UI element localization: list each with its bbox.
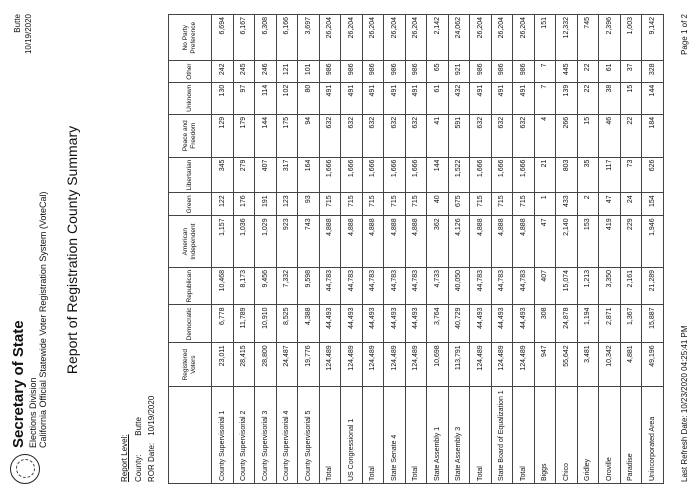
table-cell: 986: [513, 61, 535, 82]
table-cell: 6,166: [276, 15, 298, 61]
table-cell: 184: [642, 114, 664, 157]
column-header: Libertarian: [169, 157, 212, 193]
last-refresh: Last Refresh Date: 10/23/2020 04:25:41 PM: [680, 325, 689, 482]
table-cell: 40: [427, 193, 449, 216]
table-cell: 164: [298, 157, 320, 193]
table-cell: 1,522: [448, 157, 470, 193]
table-cell: 1,367: [620, 305, 642, 343]
report-level: [120, 434, 129, 482]
table-row: [427, 15, 449, 484]
table-cell: 124,489: [341, 343, 363, 387]
column-header: Registered Voters: [169, 343, 212, 387]
column-header: Unknown: [169, 82, 212, 114]
table-cell: 61: [599, 61, 621, 82]
table-cell: 23,011: [212, 343, 234, 387]
table-cell: 3,350: [599, 267, 621, 305]
table-cell: 117: [599, 157, 621, 193]
table-cell: 179: [233, 114, 255, 157]
table-cell: 328: [642, 61, 664, 82]
column-header: Republican: [169, 267, 212, 305]
table-cell: 24,878: [556, 305, 578, 343]
table-cell: 923: [276, 216, 298, 268]
table-cell: 345: [212, 157, 234, 193]
table-cell: 21: [534, 157, 556, 193]
row-label: Total: [362, 387, 384, 484]
table-cell: 144: [427, 157, 449, 193]
table-cell: 3,697: [298, 15, 320, 61]
table-cell: 44,493: [362, 305, 384, 343]
table-cell: 432: [448, 82, 470, 114]
table-cell: 11,789: [233, 305, 255, 343]
table-cell: 715: [405, 193, 427, 216]
table-cell: 407: [534, 267, 556, 305]
table-cell: 419: [599, 216, 621, 268]
table-cell: 44,783: [319, 267, 341, 305]
table-cell: 743: [298, 216, 320, 268]
table-row: [276, 15, 298, 484]
table-cell: 124,489: [491, 343, 513, 387]
column-header: Other: [169, 61, 212, 82]
row-label: Biggs: [534, 387, 556, 484]
table-row: [642, 15, 664, 484]
table-cell: 121: [276, 61, 298, 82]
page-number: Page 1 of 2: [680, 14, 689, 55]
table-cell: 4,881: [620, 343, 642, 387]
table-row: [233, 15, 255, 484]
row-label: State Assembly 3: [448, 387, 470, 484]
table-row: [212, 15, 234, 484]
table-cell: 26,204: [491, 15, 513, 61]
table-cell: 1,213: [577, 267, 599, 305]
table-cell: 1,157: [212, 216, 234, 268]
row-label: County Supervisorial 1: [212, 387, 234, 484]
table-cell: 362: [427, 216, 449, 268]
table-cell: 47: [599, 193, 621, 216]
table-cell: 632: [362, 114, 384, 157]
row-label: State Assembly 1: [427, 387, 449, 484]
row-label: Gridley: [577, 387, 599, 484]
table-cell: 26,204: [513, 15, 535, 61]
table-cell: 44,493: [384, 305, 406, 343]
table-header-row: [169, 15, 212, 484]
table-cell: 745: [577, 15, 599, 61]
table-cell: 3,764: [427, 305, 449, 343]
row-label: State Senate 4: [384, 387, 406, 484]
table-cell: 124,489: [384, 343, 406, 387]
table-cell: 986: [405, 61, 427, 82]
row-label: Total: [513, 387, 535, 484]
table-cell: 2,140: [556, 216, 578, 268]
row-label: Paradise: [620, 387, 642, 484]
table-cell: 10,468: [212, 267, 234, 305]
table-cell: 491: [384, 82, 406, 114]
table-cell: 986: [491, 61, 513, 82]
table-cell: 21,289: [642, 267, 664, 305]
column-header: Peace and Freedom: [169, 114, 212, 157]
table-cell: 491: [319, 82, 341, 114]
table-cell: 26,204: [341, 15, 363, 61]
table-cell: 632: [319, 114, 341, 157]
table-cell: 491: [405, 82, 427, 114]
header-county-date: [12, 14, 34, 54]
table-cell: 266: [556, 114, 578, 157]
table-cell: 3,481: [577, 343, 599, 387]
table-cell: 37: [620, 61, 642, 82]
report-level-label: Report Level:: [120, 434, 129, 482]
table-row: [513, 15, 535, 484]
table-cell: 151: [534, 15, 556, 61]
table-cell: 44,783: [470, 267, 492, 305]
table-cell: 94: [298, 114, 320, 157]
table-cell: 55,642: [556, 343, 578, 387]
table-cell: 44,783: [491, 267, 513, 305]
table-cell: 44,493: [405, 305, 427, 343]
ror-date-value: 10/19/2020: [147, 395, 156, 436]
table-cell: 433: [556, 193, 578, 216]
table-cell: 308: [534, 305, 556, 343]
table-cell: 6,167: [233, 15, 255, 61]
table-cell: 10,698: [427, 343, 449, 387]
table-cell: 6,308: [255, 15, 277, 61]
table-cell: 6,778: [212, 305, 234, 343]
table-cell: 1,666: [384, 157, 406, 193]
table-row: [384, 15, 406, 484]
table-cell: 491: [513, 82, 535, 114]
table-cell: 4,888: [319, 216, 341, 268]
table-row: [620, 15, 642, 484]
table-cell: 12,332: [556, 15, 578, 61]
table-cell: 4: [534, 114, 556, 157]
table-cell: 154: [642, 193, 664, 216]
header-date: 10/19/2020: [24, 14, 33, 55]
table-cell: 4,126: [448, 216, 470, 268]
table-cell: 632: [491, 114, 513, 157]
column-header: [169, 387, 212, 484]
table-cell: 153: [577, 216, 599, 268]
row-label: County Supervisorial 5: [298, 387, 320, 484]
table-cell: 26,204: [470, 15, 492, 61]
table-cell: 124,489: [319, 343, 341, 387]
table-cell: 44,783: [513, 267, 535, 305]
table-cell: 73: [620, 157, 642, 193]
table-cell: 4,888: [491, 216, 513, 268]
table-row: [362, 15, 384, 484]
table-cell: 40,729: [448, 305, 470, 343]
table-cell: 93: [298, 193, 320, 216]
table-cell: 2,142: [427, 15, 449, 61]
table-cell: 2,396: [599, 15, 621, 61]
table-cell: 7,332: [276, 267, 298, 305]
table-cell: 632: [470, 114, 492, 157]
table-cell: 191: [255, 193, 277, 216]
table-cell: 175: [276, 114, 298, 157]
table-cell: 124,489: [470, 343, 492, 387]
table-cell: 80: [298, 82, 320, 114]
row-label: Chico: [556, 387, 578, 484]
table-cell: 986: [384, 61, 406, 82]
row-label: County Supervisorial 2: [233, 387, 255, 484]
row-label: Total: [319, 387, 341, 484]
table-row: [255, 15, 277, 484]
table-cell: 4,888: [513, 216, 535, 268]
table-cell: 22: [620, 114, 642, 157]
table-cell: 2: [577, 193, 599, 216]
table-cell: 245: [233, 61, 255, 82]
table-row: [341, 15, 363, 484]
table-cell: 124,489: [513, 343, 535, 387]
table-cell: 986: [362, 61, 384, 82]
table-cell: 1,036: [233, 216, 255, 268]
table-row: [405, 15, 427, 484]
table-cell: 19,776: [298, 343, 320, 387]
table-cell: 97: [233, 82, 255, 114]
table-cell: 176: [233, 193, 255, 216]
row-label: State Board of Equalization 1: [491, 387, 513, 484]
table-cell: 986: [319, 61, 341, 82]
table-cell: 15: [577, 114, 599, 157]
table-cell: 65: [427, 61, 449, 82]
row-label: Total: [405, 387, 427, 484]
table-cell: 15,074: [556, 267, 578, 305]
table-cell: 24,062: [448, 15, 470, 61]
row-label: US Congressional 1: [341, 387, 363, 484]
table-cell: 40,050: [448, 267, 470, 305]
table-cell: 44,783: [384, 267, 406, 305]
table-cell: 1,946: [642, 216, 664, 268]
table-cell: 26,204: [319, 15, 341, 61]
table-cell: 47: [534, 216, 556, 268]
table-cell: 279: [233, 157, 255, 193]
table-cell: 144: [255, 114, 277, 157]
table-cell: 1,666: [513, 157, 535, 193]
column-header: American Independent: [169, 216, 212, 268]
row-label: County Supervisorial 3: [255, 387, 277, 484]
table-row: [448, 15, 470, 484]
table-cell: 102: [276, 82, 298, 114]
table-cell: 1,666: [341, 157, 363, 193]
table-cell: 632: [513, 114, 535, 157]
table-cell: 1: [534, 193, 556, 216]
system-name: California Official Statewide Voter Registration System (VoteCal): [38, 191, 48, 448]
table-cell: 803: [556, 157, 578, 193]
table-cell: 26,204: [362, 15, 384, 61]
state-seal-icon: [10, 454, 40, 484]
table-cell: 242: [212, 61, 234, 82]
table-cell: 24,487: [276, 343, 298, 387]
table-cell: 129: [212, 114, 234, 157]
table-row: [470, 15, 492, 484]
report-title: Report of Registration County Summary: [64, 125, 80, 375]
table-cell: 715: [319, 193, 341, 216]
table-cell: 591: [448, 114, 470, 157]
table-cell: 986: [341, 61, 363, 82]
table-cell: 445: [556, 61, 578, 82]
agency-name: Secretary of State: [10, 320, 27, 448]
table-cell: 229: [620, 216, 642, 268]
table-cell: 6,694: [212, 15, 234, 61]
row-label: County Supervisorial 4: [276, 387, 298, 484]
table-cell: 41: [427, 114, 449, 157]
table-cell: 4,888: [362, 216, 384, 268]
header-county: Butte: [13, 14, 22, 33]
table-row: [599, 15, 621, 484]
table-cell: 715: [491, 193, 513, 216]
table-cell: 491: [491, 82, 513, 114]
table-cell: 44,783: [341, 267, 363, 305]
row-label: Oroville: [599, 387, 621, 484]
column-header: No Party Preference: [169, 15, 212, 61]
table-cell: 2,161: [620, 267, 642, 305]
table-cell: 46: [599, 114, 621, 157]
table-cell: 7: [534, 82, 556, 114]
table-cell: 44,783: [405, 267, 427, 305]
table-cell: 7: [534, 61, 556, 82]
table-cell: 124,489: [405, 343, 427, 387]
table-cell: 130: [212, 82, 234, 114]
table-cell: 44,493: [341, 305, 363, 343]
table-cell: 715: [470, 193, 492, 216]
table-cell: 1,666: [362, 157, 384, 193]
table-cell: 317: [276, 157, 298, 193]
table-cell: 1,194: [577, 305, 599, 343]
table-cell: 26,204: [405, 15, 427, 61]
ror-date-label: ROR Date:: [147, 442, 156, 482]
table-cell: 4,888: [405, 216, 427, 268]
table-cell: 4,888: [470, 216, 492, 268]
registration-table: [168, 14, 664, 484]
table-cell: 626: [642, 157, 664, 193]
table-cell: 407: [255, 157, 277, 193]
table-cell: 1,666: [319, 157, 341, 193]
table-cell: 715: [384, 193, 406, 216]
table-cell: 246: [255, 61, 277, 82]
table-cell: 10,342: [599, 343, 621, 387]
table-cell: 1,003: [620, 15, 642, 61]
column-header: Green: [169, 193, 212, 216]
table-cell: 22: [577, 82, 599, 114]
row-label: Total: [470, 387, 492, 484]
table-body: [212, 15, 664, 484]
table-cell: 1,029: [255, 216, 277, 268]
table-cell: 44,493: [470, 305, 492, 343]
table-cell: 26,204: [384, 15, 406, 61]
table-cell: 491: [341, 82, 363, 114]
table-cell: 35: [577, 157, 599, 193]
table-cell: 61: [427, 82, 449, 114]
table-cell: 2,871: [599, 305, 621, 343]
table-cell: 491: [362, 82, 384, 114]
table-cell: 44,783: [362, 267, 384, 305]
table-cell: 123: [276, 193, 298, 216]
table-cell: 15,887: [642, 305, 664, 343]
table-cell: 28,800: [255, 343, 277, 387]
table-cell: 28,415: [233, 343, 255, 387]
table-cell: 113,791: [448, 343, 470, 387]
table-row: [556, 15, 578, 484]
table-cell: 4,388: [298, 305, 320, 343]
table-cell: 9,142: [642, 15, 664, 61]
table-cell: 122: [212, 193, 234, 216]
table-cell: 124,489: [362, 343, 384, 387]
table-cell: 632: [405, 114, 427, 157]
table-cell: 4,733: [427, 267, 449, 305]
table-row: [577, 15, 599, 484]
table-cell: 15: [620, 82, 642, 114]
table-cell: 114: [255, 82, 277, 114]
table-cell: 38: [599, 82, 621, 114]
table-cell: 947: [534, 343, 556, 387]
table-cell: 4,888: [341, 216, 363, 268]
row-label: Unincorporated Area: [642, 387, 664, 484]
table-cell: 24: [620, 193, 642, 216]
table-cell: 491: [470, 82, 492, 114]
table-row: [319, 15, 341, 484]
table-cell: 44,493: [513, 305, 535, 343]
table-cell: 44,493: [491, 305, 513, 343]
table-row: [491, 15, 513, 484]
ror-date-line: [147, 396, 156, 482]
county-line: [134, 417, 143, 482]
table-cell: 9,598: [298, 267, 320, 305]
table-cell: 9,456: [255, 267, 277, 305]
table-cell: 632: [384, 114, 406, 157]
table-cell: 715: [513, 193, 535, 216]
table-cell: 921: [448, 61, 470, 82]
table-cell: 144: [642, 82, 664, 114]
table-cell: 4,888: [384, 216, 406, 268]
table-cell: 44,493: [319, 305, 341, 343]
table-cell: 8,525: [276, 305, 298, 343]
table-cell: 715: [362, 193, 384, 216]
table-cell: 986: [470, 61, 492, 82]
table-row: [534, 15, 556, 484]
table-cell: 101: [298, 61, 320, 82]
table-cell: 8,173: [233, 267, 255, 305]
county-label: County:: [134, 454, 143, 482]
table-cell: 1,666: [405, 157, 427, 193]
table-cell: 139: [556, 82, 578, 114]
table-cell: 22: [577, 61, 599, 82]
table-row: [298, 15, 320, 484]
table-cell: 715: [341, 193, 363, 216]
division-name: Elections Division: [28, 377, 38, 448]
table-cell: 10,910: [255, 305, 277, 343]
table-cell: 675: [448, 193, 470, 216]
table-cell: 49,196: [642, 343, 664, 387]
table-cell: 1,666: [470, 157, 492, 193]
column-header: Democratic: [169, 305, 212, 343]
table-cell: 632: [341, 114, 363, 157]
county-value: Butte: [134, 417, 143, 436]
table-cell: 1,666: [491, 157, 513, 193]
